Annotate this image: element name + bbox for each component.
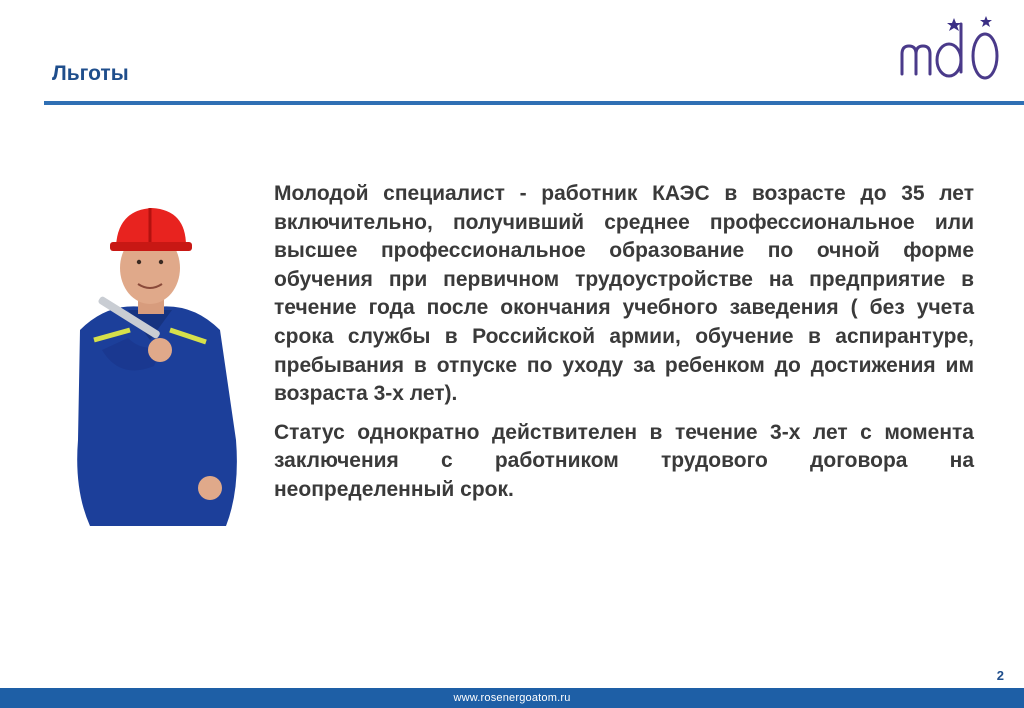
page-title: Льготы (52, 62, 129, 85)
logo-caption-line (892, 84, 1012, 90)
footer-url[interactable]: www.rosenergoatom.ru (453, 692, 571, 704)
status-paragraph: Статус однократно действителен в течение 3-х лет с момента заключения с работником трудового договора на неопределенный срок. (274, 420, 974, 501)
title-divider (44, 101, 1024, 105)
page-number: 2 (996, 668, 1004, 683)
mdo-logo-icon (894, 14, 1006, 94)
definition-paragraph: Молодой специалист - работник КАЭС в возрасте до 35 лет включительно, получивший среднее профессиональное или высшее профессиональное образование по очной форме обучения при первичном трудоустройстве на предприятие в течение года после окончания учебного заведения ( без учета срока службы в Российской армии, обучение в аспирантуре, пребывания в отпуске по уходу за ребенком до достижения им возраста 3-х лет). (274, 182, 974, 406)
footer-bar (0, 688, 1024, 708)
benefits-description (274, 180, 974, 515)
worker-photo (50, 190, 250, 526)
